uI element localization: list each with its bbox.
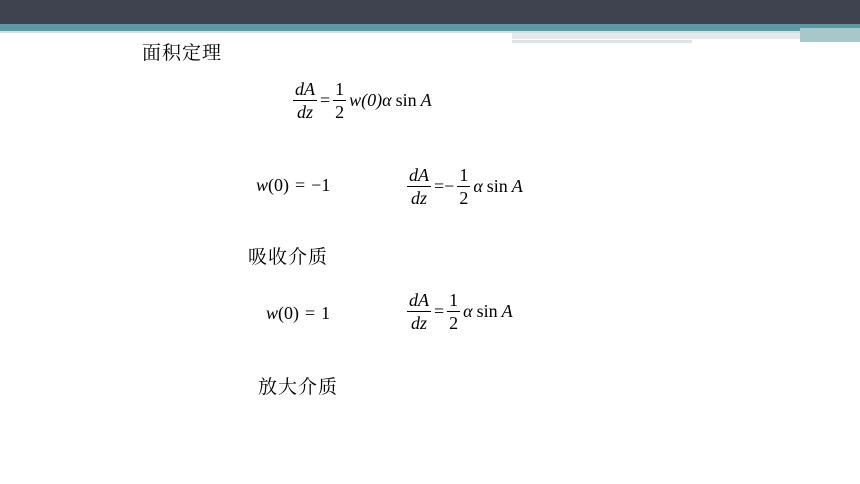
heading-absorbing-medium: 吸收介质 bbox=[248, 246, 329, 268]
header-accent-thin bbox=[512, 40, 692, 43]
amplitude-A: A bbox=[511, 176, 523, 196]
eq-num: dA bbox=[409, 165, 429, 185]
fraction-half bbox=[333, 78, 346, 123]
equals-sign: = bbox=[320, 90, 331, 110]
arg: (0) bbox=[268, 175, 290, 195]
coef-den: 2 bbox=[459, 188, 469, 208]
equals-sign: = bbox=[305, 303, 316, 323]
alpha-symbol: α bbox=[473, 176, 483, 196]
heading-area-theorem: 面积定理 bbox=[142, 42, 223, 64]
eq-den: dz bbox=[410, 188, 427, 208]
sin-function: sin bbox=[395, 90, 417, 110]
alpha-symbol: α bbox=[382, 90, 392, 110]
eq-den: dz bbox=[296, 102, 313, 122]
equation-absorb bbox=[404, 164, 523, 209]
header-accent-block bbox=[800, 28, 860, 42]
equals-sign: = bbox=[434, 176, 445, 196]
fraction-half bbox=[457, 164, 470, 209]
condition-amplify bbox=[266, 303, 330, 324]
coef-num: 1 bbox=[459, 165, 469, 185]
w0-term: w(0) bbox=[349, 90, 383, 110]
minus-sign: − bbox=[444, 176, 455, 196]
fraction-dA-dz bbox=[407, 289, 431, 334]
value: −1 bbox=[311, 175, 331, 195]
amplitude-A: A bbox=[501, 301, 513, 321]
coef-den: 2 bbox=[335, 102, 345, 122]
fraction-half bbox=[447, 289, 460, 334]
eq-num: dA bbox=[409, 290, 429, 310]
coef-num: 1 bbox=[449, 290, 459, 310]
alpha-symbol: α bbox=[463, 301, 473, 321]
eq-num: dA bbox=[295, 79, 315, 99]
heading-amplifying-medium: 放大介质 bbox=[258, 376, 339, 398]
amplitude-A: A bbox=[420, 90, 432, 110]
equals-sign: = bbox=[295, 175, 306, 195]
equation-amplify bbox=[404, 289, 513, 334]
sin-function: sin bbox=[486, 176, 508, 196]
coef-num: 1 bbox=[335, 79, 345, 99]
coef-den: 2 bbox=[449, 313, 459, 333]
eq-den: dz bbox=[410, 313, 427, 333]
sin-function: sin bbox=[476, 301, 498, 321]
arg: (0) bbox=[278, 303, 300, 323]
fraction-dA-dz bbox=[293, 78, 317, 123]
header-dark-bar bbox=[0, 0, 860, 24]
w-symbol: w bbox=[256, 175, 269, 195]
fraction-dA-dz bbox=[407, 164, 431, 209]
w-symbol: w bbox=[266, 303, 279, 323]
header-teal-bar bbox=[0, 24, 860, 31]
equals-sign: = bbox=[434, 301, 445, 321]
value: 1 bbox=[321, 303, 331, 323]
condition-absorb bbox=[256, 175, 330, 196]
equation-area-theorem bbox=[290, 78, 432, 123]
